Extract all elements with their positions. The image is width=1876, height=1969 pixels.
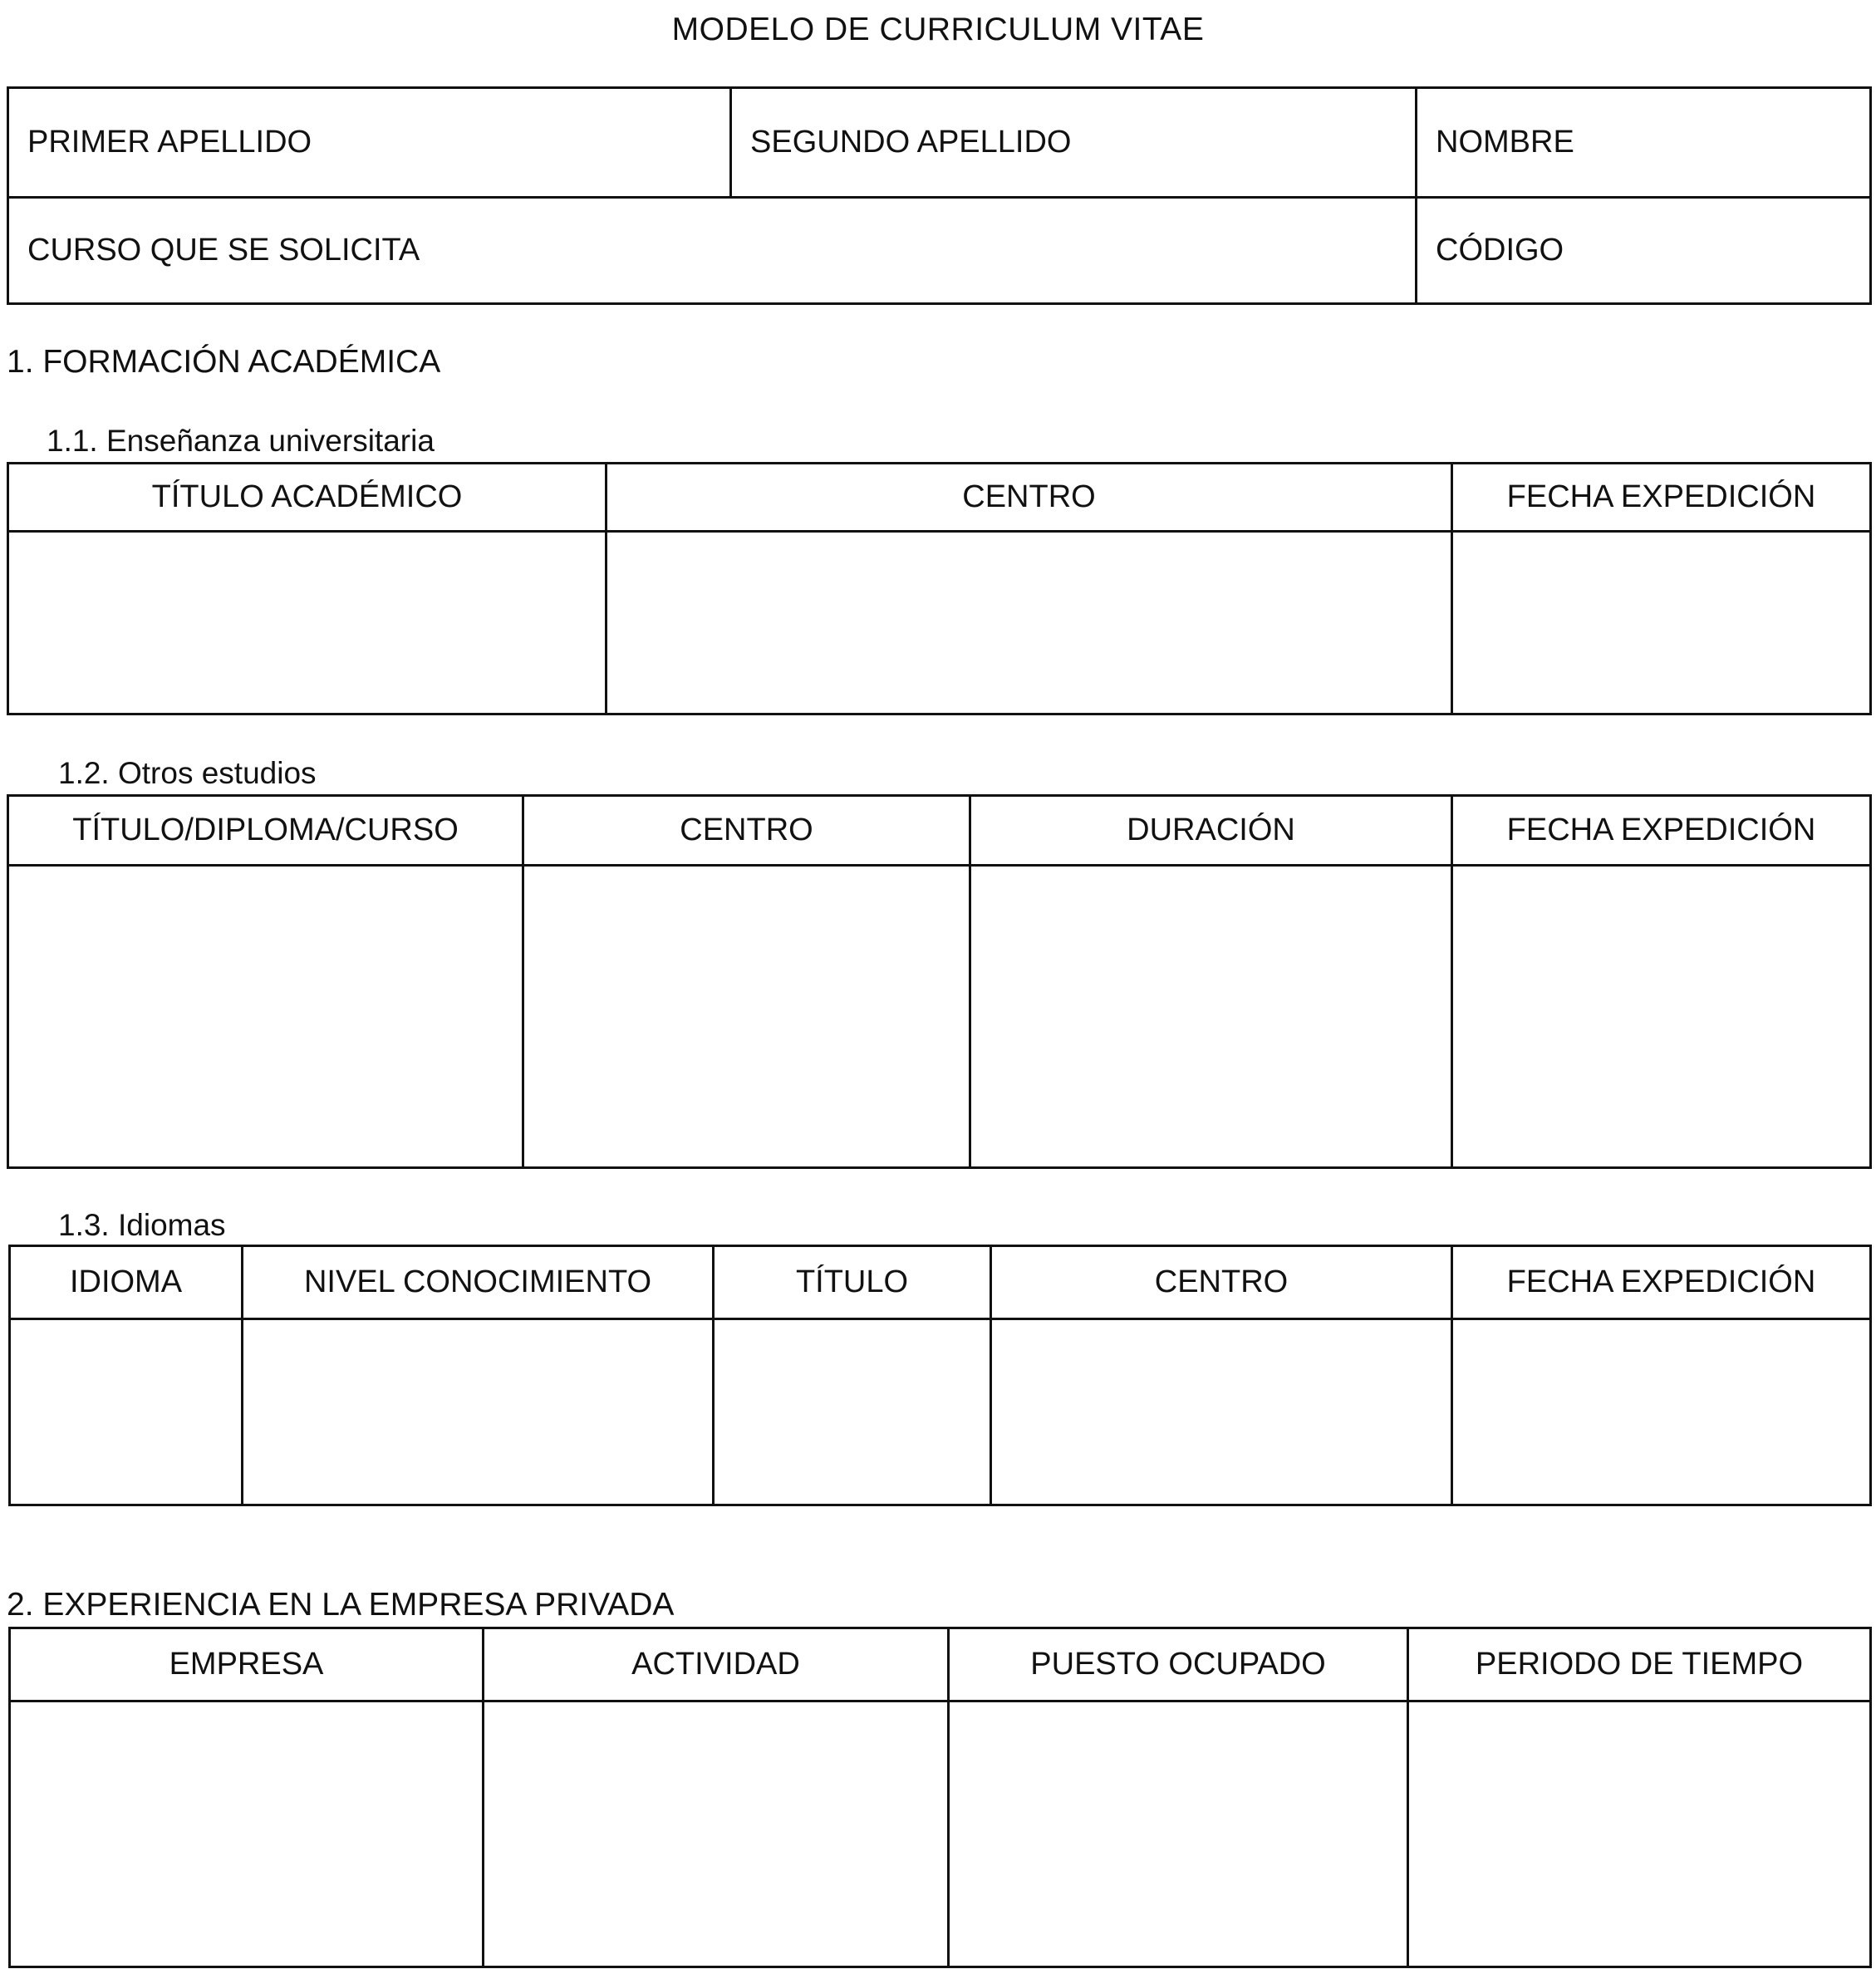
section-formacion-academica-heading: 1. FORMACIÓN ACADÉMICA: [7, 344, 441, 380]
column-header: CENTRO: [991, 1246, 1452, 1319]
codigo-field[interactable]: CÓDIGO: [1417, 198, 1871, 304]
column-header: IDIOMA: [10, 1246, 243, 1319]
periodo-de-tiempo-cell[interactable]: [1408, 1701, 1871, 1967]
column-header: PERIODO DE TIEMPO: [1408, 1628, 1871, 1701]
empresa-cell[interactable]: [10, 1701, 484, 1967]
fecha-expedicion-cell[interactable]: [1452, 532, 1871, 714]
titulo-academico-cell[interactable]: [8, 532, 607, 714]
column-header: EMPRESA: [10, 1628, 484, 1701]
ensenanza-universitaria-table: [7, 462, 1872, 715]
puesto-ocupado-cell[interactable]: [949, 1701, 1408, 1967]
column-header: FECHA EXPEDICIÓN: [1452, 464, 1871, 532]
duracion-cell[interactable]: [970, 866, 1452, 1168]
document-title: MODELO DE CURRICULUM VITAE: [671, 12, 1205, 47]
fecha-expedicion-cell[interactable]: [1452, 1319, 1871, 1505]
subsection-ensenanza-universitaria-heading: 1.1. Enseñanza universitaria: [47, 424, 435, 458]
idiomas-table: [8, 1245, 1872, 1506]
subsection-otros-estudios-heading: 1.2. Otros estudios: [58, 756, 317, 790]
primer-apellido-field[interactable]: PRIMER APELLIDO: [8, 88, 731, 198]
column-header: CENTRO: [523, 796, 970, 866]
centro-cell[interactable]: [607, 532, 1452, 714]
curso-field[interactable]: CURSO QUE SE SOLICITA: [8, 198, 1417, 304]
column-header: FECHA EXPEDICIÓN: [1452, 1246, 1871, 1319]
column-header: FECHA EXPEDICIÓN: [1452, 796, 1871, 866]
identity-table: [7, 86, 1872, 305]
column-header: DURACIÓN: [970, 796, 1452, 866]
centro-cell[interactable]: [523, 866, 970, 1168]
section-experiencia-empresa-privada-heading: 2. EXPERIENCIA EN LA EMPRESA PRIVADA: [7, 1587, 675, 1623]
centro-cell[interactable]: [991, 1319, 1452, 1505]
experiencia-empresa-privada-table: [8, 1627, 1872, 1968]
titulo-cell[interactable]: [714, 1319, 991, 1505]
column-header: CENTRO: [607, 464, 1452, 532]
column-header: TÍTULO: [714, 1246, 991, 1319]
actividad-cell[interactable]: [484, 1701, 949, 1967]
column-header: TÍTULO ACADÉMICO: [8, 464, 607, 532]
otros-estudios-table: [7, 794, 1872, 1169]
column-header: PUESTO OCUPADO: [949, 1628, 1408, 1701]
subsection-idiomas-heading: 1.3. Idiomas: [58, 1208, 226, 1242]
idioma-cell[interactable]: [10, 1319, 243, 1505]
nivel-conocimiento-cell[interactable]: [243, 1319, 714, 1505]
segundo-apellido-field[interactable]: SEGUNDO APELLIDO: [731, 88, 1417, 198]
column-header: TÍTULO/DIPLOMA/CURSO: [8, 796, 523, 866]
column-header: ACTIVIDAD: [484, 1628, 949, 1701]
column-header: NIVEL CONOCIMIENTO: [243, 1246, 714, 1319]
titulo-diploma-curso-cell[interactable]: [8, 866, 523, 1168]
nombre-field[interactable]: NOMBRE: [1417, 88, 1871, 198]
fecha-expedicion-cell[interactable]: [1452, 866, 1871, 1168]
